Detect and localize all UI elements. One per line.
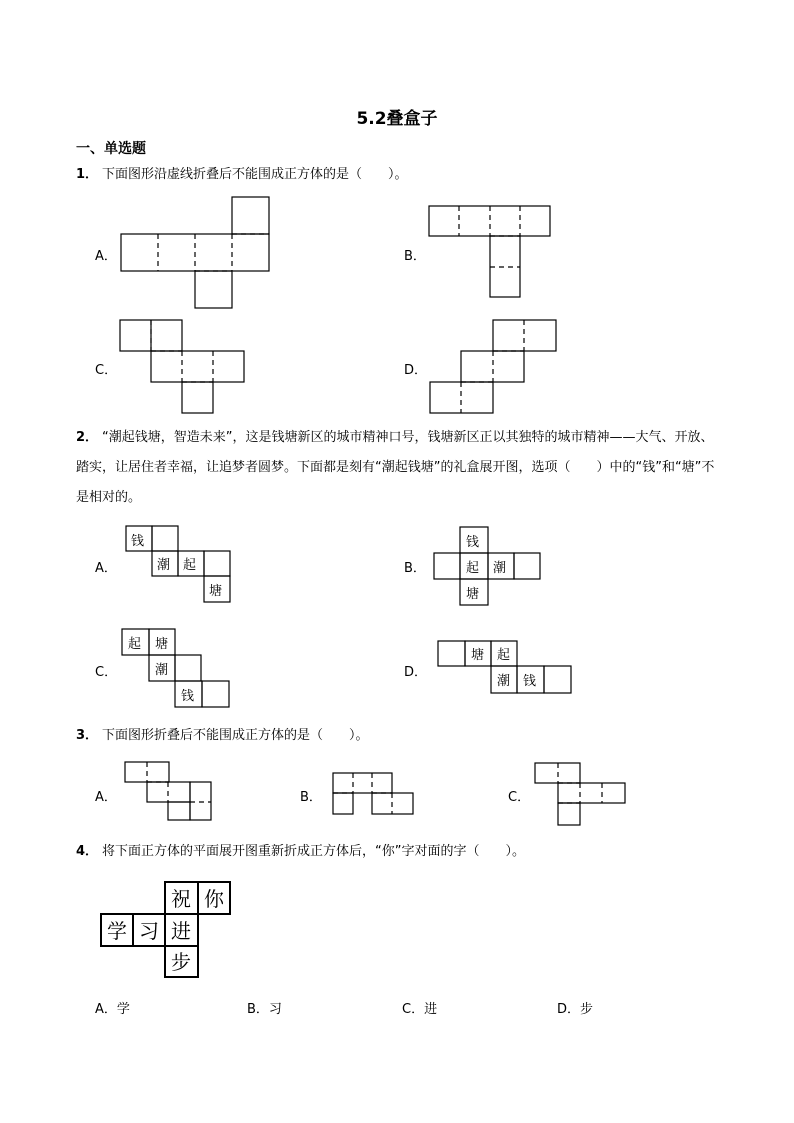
q4-answer-a[interactable]: A．学: [95, 1002, 130, 1017]
q2d-char-chao: 潮: [497, 674, 511, 689]
q1-option-b-label[interactable]: B．: [404, 249, 426, 264]
q4-char-ni: 你: [204, 887, 224, 911]
q2-option-b-label[interactable]: B．: [404, 561, 426, 576]
q3-option-b-label[interactable]: B．: [300, 790, 322, 805]
question-3-text: 下面图形折叠后不能围成正方体的是（ ）。: [102, 728, 369, 743]
q1-option-c-label[interactable]: C．: [95, 363, 118, 378]
q2a-char-chao: 潮: [157, 558, 171, 573]
question-4-text: 将下面正方体的平面展开图重新折成正方体后，“你”字对面的字（ ）。: [102, 844, 526, 859]
q1-option-d-label[interactable]: D．: [404, 363, 428, 378]
q2b-char-qi: 起: [466, 561, 480, 576]
question-3-number: 3．: [76, 728, 99, 743]
q2-option-c-label[interactable]: C．: [95, 665, 118, 680]
q2d-char-tang: 塘: [471, 648, 485, 663]
question-2-text: “潮起钱塘，智造未来”，这是钱塘新区的城市精神口号，钱塘新区正以其独特的城市精神——大气、开放、踏实，让居住者幸福，让追梦者圆梦。下面都是刻有“潮起钱塘”的礼盒展开图，选项（ ）中的“钱”和“塘”不是相对的。: [76, 430, 715, 505]
question-1-number: 1．: [76, 167, 99, 182]
q2-option-d-label[interactable]: D．: [404, 665, 428, 680]
q4-answer-b[interactable]: B．习: [247, 1002, 282, 1017]
question-2-number: 2．: [76, 430, 99, 445]
q2b-char-qian: 钱: [466, 535, 480, 550]
q2c-char-qi: 起: [128, 637, 142, 652]
q2a-char-qi: 起: [183, 558, 197, 573]
q4-answer-c[interactable]: C．进: [402, 1002, 438, 1017]
q4-char-xi: 习: [139, 919, 159, 943]
q2d-char-qian: 钱: [523, 674, 537, 689]
q2d-char-qi: 起: [497, 648, 511, 663]
q2-option-a-label[interactable]: A．: [95, 561, 117, 576]
q4-char-xue: 学: [107, 919, 127, 943]
q2a-char-qian: 钱: [131, 534, 145, 549]
q2c-char-tang: 塘: [155, 637, 169, 652]
q2b-char-chao: 潮: [493, 561, 507, 576]
section-heading: 一、单选题: [76, 141, 146, 157]
q4-char-bu: 步: [171, 950, 191, 974]
question-4-number: 4．: [76, 844, 99, 859]
question-1-text: 下面图形沿虚线折叠后不能围成正方体的是（ ）。: [102, 167, 408, 182]
q2b-char-tang: 塘: [466, 587, 480, 602]
q4-answer-d[interactable]: D．步: [557, 1002, 594, 1017]
q3-option-c-label[interactable]: C．: [508, 790, 531, 805]
q1-option-a-label[interactable]: A．: [95, 249, 117, 264]
page-title: 5.2叠盒子: [356, 109, 438, 129]
q2a-char-tang: 塘: [209, 584, 223, 599]
q2c-char-qian: 钱: [181, 689, 195, 704]
q2c-char-chao: 潮: [155, 663, 169, 678]
q3-option-a-label[interactable]: A．: [95, 790, 117, 805]
q4-char-zhu: 祝: [171, 887, 191, 911]
q4-char-jin: 进: [171, 919, 191, 943]
